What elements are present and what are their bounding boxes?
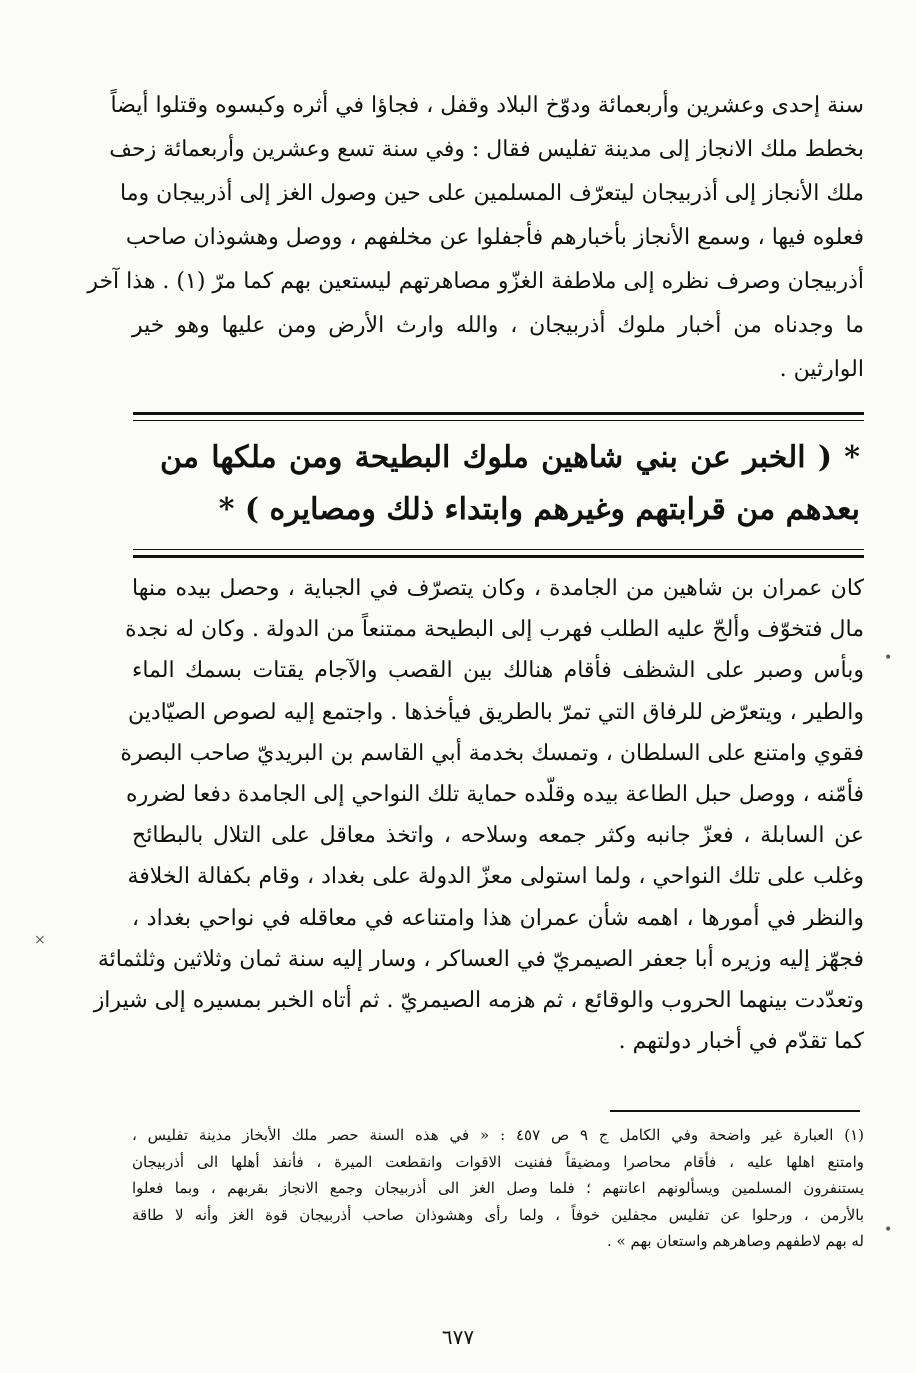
text-line: بخطط ملك الانجاز إلى مدينة تفليس فقال : وفي سنة تسع وعشرين وأربعمائة زحف [109,137,864,162]
title-rule-bottom-thin [133,549,864,550]
margin-dot: • [884,1222,893,1238]
title-rule-top [133,412,864,415]
title-rule-bottom [133,555,864,558]
page-number: ٦٧٧ [441,1325,475,1349]
section-title [160,432,860,536]
footnote-line: وامتنع اهلها عليه ، فأقام محاصرا ومضيقاً ففنيت الاقوات وانقطعت الميرة ، فأنفذ أهلها الى أذربيجان [132,1152,864,1171]
footnote-separator [610,1110,860,1112]
title-rule-top-thin [133,420,864,421]
text-line: وتعدّدت بينهما الحروب والوقائع ، ثم هزمه الصيمريّ . ثم أتاه الخبر بمسيره إلى شيراز [93,987,864,1013]
footnote-line: يستنفرون المسلمين ويسألونهم اعانتهم ؛ فلما وصل الغز الى أذربيجان وجمع الانجاز بقربهم ، وبما فعلوا [132,1179,864,1197]
footnote [132,1122,864,1255]
text-line: سنة إحدى وعشرين وأربعمائة ودوّخ البلاد وقفل ، فجاؤا في أثره وكبسوه وقتلوا أيضاً [110,93,864,118]
text-line: والنظر في أمورها ، اهمه شأن عمران هذا وامتناعه في معاقله في نواحي بغداد ، [132,905,864,931]
text-line: الوارثين . [779,357,864,382]
text-line: مال فتخوّف وألحّ عليه الطلب فهرب إلى البطيحة ممتنعاً من الدولة . وكان له نجدة [125,617,864,643]
margin-cross-mark: × [34,932,46,948]
text-line: فأمّنه ، ووصل حبل الطاعة بيده وقلّده حماية تلك النواحي إلى الجامدة دفعا لضرره [126,781,864,807]
footnote-line: بالأرمن ، ورحلوا عن تفليس مجفلين خوفاً ، ولما رأى وهشوذان صاحب أذربيجان قوة الغز وأنه لا طاقة [132,1205,864,1224]
text-line: وغلب على تلك النواحي ، ولما استولى معزّ الدولة على بغداد ، وقام بكفالة الخلافة [127,864,864,890]
text-line: وبأس وصبر على الشظف فأقام هنالك بين القصب والآجام يقتات بسمك الماء [132,658,864,684]
margin-dot: • [884,650,893,666]
text-line: ما وجدناه من أخبار ملوك أذربيجان ، والله وارث الأرض ومن عليها وهو خير [132,313,864,338]
text-line: فجهّز إليه وزيره أبا جعفر الصيمريّ في العساكر ، وسار إليه سنة ثمان وثلاثين وثلثمائة [97,946,864,972]
text-line: أذربيجان وصرف نظره إلى ملاطفة الغزّو مصاهرتهم ليستعين بهم كما مرّ (١) . هذا آخر [87,269,864,294]
text-line: ملك الأنجاز إلى أذربيجان ليتعرّف المسلمين على حين وصول الغز إلى أذربيجان وما [119,181,864,206]
title-line: * ( الخبر عن بني شاهين ملوك البطيحة ومن ملكها من [160,440,860,475]
text-line: كان عمران بن شاهين من الجامدة ، وكان يتصرّف في الجباية ، وحصل بيده منها [132,576,864,601]
text-line: والطير ، ويتعرّض للرفاق التي تمرّ بالطريق فيأخذها . واجتمع إليه لصوص الصيّادين [128,699,864,725]
paragraph-2 [93,568,864,1062]
text-line: فقوي وامتنع على السلطان ، وتمسك بخدمة أبي القاسم بن البريديّ صاحب البصرة [120,740,864,766]
paragraph-1 [87,84,864,392]
footnote-line: له بهم لاطفهم وصاهرهم واستعان بهم » . [606,1232,864,1250]
title-line: بعدهم من قرابتهم وغيرهم وابتداء ذلك ومصايره ) * [218,492,860,527]
text-line: كما تقدّم في أخبار دولتهم . [618,1029,864,1055]
text-line: عن السابلة ، فعزّ جانبه وكثر جمعه وسلاحه ، واتخذ معاقل على التلال بالبطائح [132,823,864,849]
footnote-line: (١) العبارة غير واضحة وفي الكامل ج ٩ ص ٤٥٧ : « في هذه السنة حصر ملك الأبخاز مدينة تفليس ، [132,1126,865,1144]
text-line: فعلوه فيها ، وسمع الأنجاز بأخبارهم فأجفلوا عن مخلفهم ، ووصل وهشوذان صاحب [125,225,864,250]
